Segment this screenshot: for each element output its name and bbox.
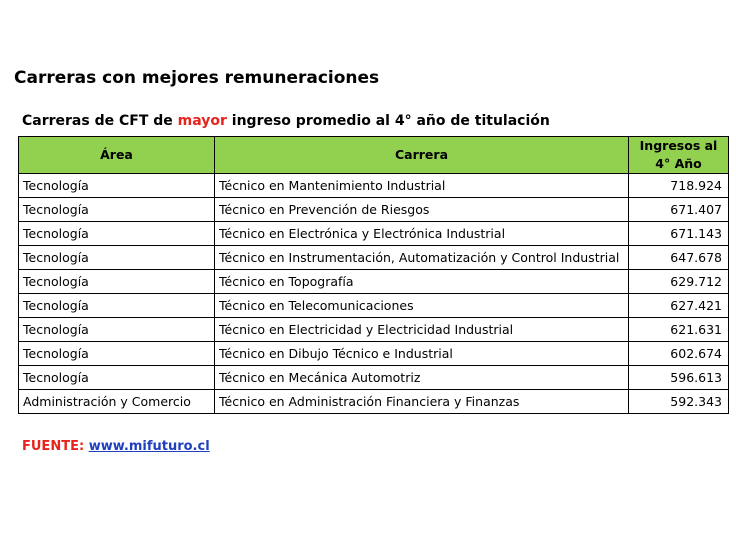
- table-row: [19, 222, 729, 246]
- cell-carrera: Técnico en Administración Financiera y Finanzas: [215, 390, 629, 414]
- cell-area: Administración y Comercio: [19, 390, 215, 414]
- cell-carrera: Técnico en Electrónica y Electrónica Industrial: [215, 222, 629, 246]
- cell-area: Tecnología: [19, 294, 215, 318]
- cell-ingresos: 671.407: [629, 198, 729, 222]
- table-title: [22, 112, 550, 130]
- cell-area: Tecnología: [19, 222, 215, 246]
- cell-area: Tecnología: [19, 318, 215, 342]
- header-area: Área: [19, 137, 215, 174]
- table-title-start: Carreras de CFT de: [22, 113, 178, 129]
- table-row: [19, 390, 729, 414]
- table-row: [19, 342, 729, 366]
- table-row: [19, 366, 729, 390]
- source-note: [22, 438, 210, 456]
- cell-ingresos: 592.343: [629, 390, 729, 414]
- cell-area: Tecnología: [19, 174, 215, 198]
- cell-ingresos: 718.924: [629, 174, 729, 198]
- cell-ingresos: 627.421: [629, 294, 729, 318]
- table-row: [19, 270, 729, 294]
- source-link[interactable]: www.mifuturo.cl: [88, 439, 210, 454]
- table-header-row: [19, 137, 729, 174]
- cell-carrera: Técnico en Instrumentación, Automatización y Control Industrial: [215, 246, 629, 270]
- cell-ingresos: 629.712: [629, 270, 729, 294]
- cell-carrera: Técnico en Mecánica Automotriz: [215, 366, 629, 390]
- cell-carrera: Técnico en Electricidad y Electricidad Industrial: [215, 318, 629, 342]
- header-ingresos: Ingresos al 4° Año: [629, 137, 729, 174]
- cell-ingresos: 671.143: [629, 222, 729, 246]
- cell-area: Tecnología: [19, 270, 215, 294]
- table-row: [19, 294, 729, 318]
- cell-area: Tecnología: [19, 366, 215, 390]
- table-row: [19, 318, 729, 342]
- source-label: FUENTE:: [22, 439, 85, 454]
- table-title-accent: mayor: [177, 113, 227, 129]
- cell-carrera: Técnico en Mantenimiento Industrial: [215, 174, 629, 198]
- cell-carrera: Técnico en Prevención de Riesgos: [215, 198, 629, 222]
- page-heading: Carreras con mejores remuneraciones: [14, 68, 380, 88]
- table-row: [19, 174, 729, 198]
- header-carrera: Carrera: [215, 137, 629, 174]
- cell-area: Tecnología: [19, 342, 215, 366]
- table-row: [19, 198, 729, 222]
- table-title-end: ingreso promedio al 4° año de titulación: [226, 113, 550, 129]
- cell-carrera: Técnico en Topografía: [215, 270, 629, 294]
- cell-ingresos: 621.631: [629, 318, 729, 342]
- cell-area: Tecnología: [19, 198, 215, 222]
- cell-ingresos: 602.674: [629, 342, 729, 366]
- cell-carrera: Técnico en Dibujo Técnico e Industrial: [215, 342, 629, 366]
- careers-table: [18, 136, 729, 414]
- cell-carrera: Técnico en Telecomunicaciones: [215, 294, 629, 318]
- table-row: [19, 246, 729, 270]
- cell-ingresos: 596.613: [629, 366, 729, 390]
- cell-ingresos: 647.678: [629, 246, 729, 270]
- cell-area: Tecnología: [19, 246, 215, 270]
